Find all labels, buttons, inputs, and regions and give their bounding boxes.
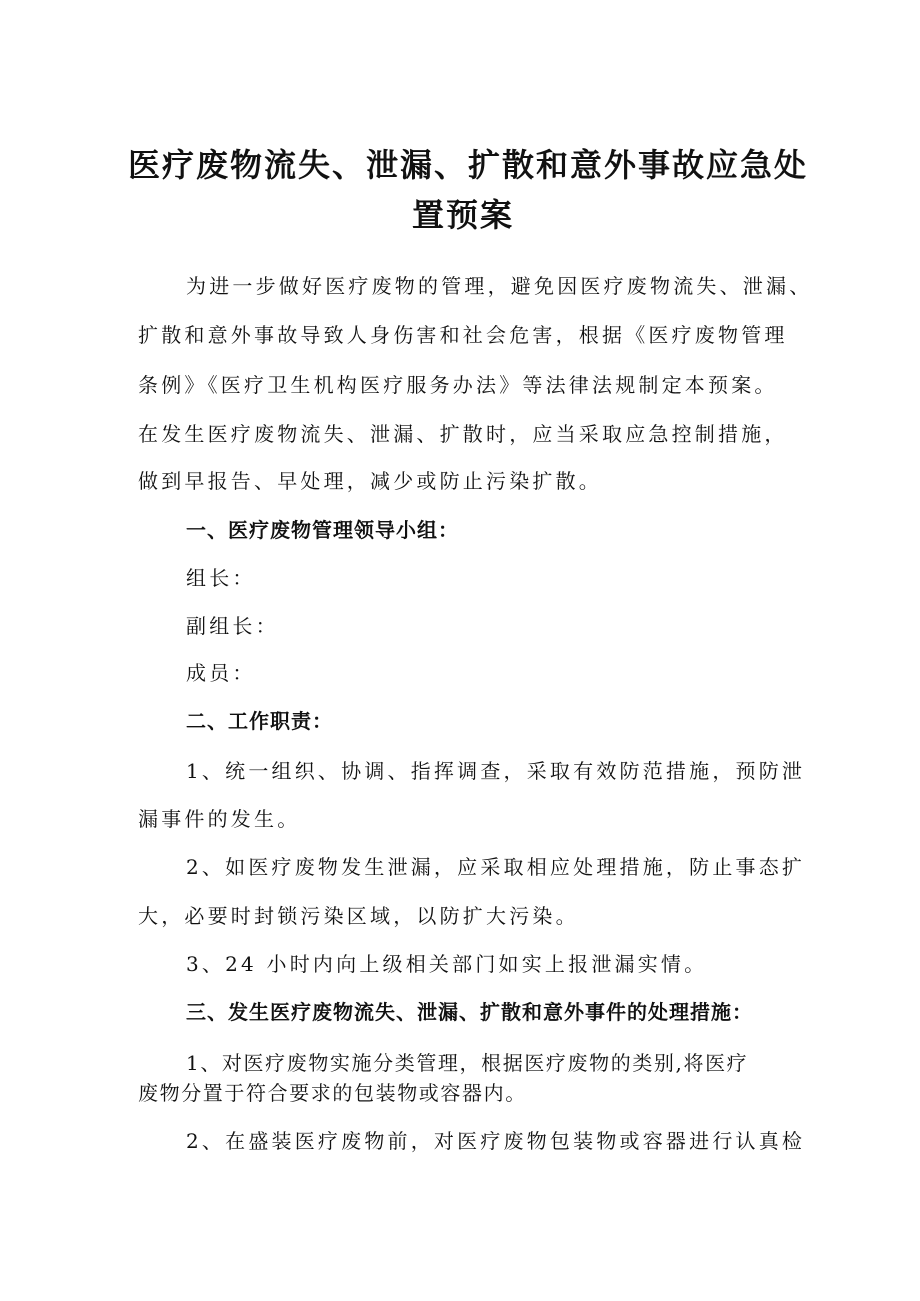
section-3-heading: 三、发生医疗废物流失、泄漏、扩散和意外事件的处理措施：: [186, 1000, 753, 1024]
intro-paragraph-line-2: 扩散和意外事故导致人身伤害和社会危害，根据《医疗废物管理: [138, 323, 788, 347]
deputy-leader-label: 副组长：: [186, 614, 279, 638]
duty-3: 3、24 小时内向上级相关部门如实上报泄漏实情。: [186, 952, 708, 976]
intro-paragraph-line-3: 条例》《医疗卫生机构医疗服务办法》等法律法规制定本预案。: [138, 373, 778, 397]
document-title-line-2: 置预案: [411, 196, 514, 234]
duty-2-line-2: 大，必要时封锁污染区域，以防扩大污染。: [138, 904, 579, 928]
members-label: 成员：: [186, 661, 256, 685]
intro-paragraph-line-4: 在发生医疗废物流失、泄漏、扩散时，应当采取应急控制措施，: [138, 422, 788, 446]
section-2-heading: 二、工作职责：: [186, 709, 333, 733]
intro-paragraph-line-1: 为进一步做好医疗废物的管理，避免因医疗废物流失、泄漏、: [186, 274, 813, 298]
document-title-line-1: 医疗废物流失、泄漏、扩散和意外事故应急处: [128, 146, 809, 184]
section-1-heading: 一、医疗废物管理领导小组：: [186, 518, 459, 542]
duty-1-line-1: 1、统一组织、协调、指挥调查，采取有效防范措施，预防泄: [186, 759, 806, 783]
measure-2-line-1: 2、在盛装医疗废物前，对医疗废物包装物或容器进行认真检: [186, 1129, 806, 1153]
duty-2-line-1: 2、如医疗废物发生泄漏，应采取相应处理措施，防止事态扩: [186, 855, 806, 879]
leader-label: 组长：: [186, 566, 256, 590]
measure-1-line-1: 1、对医疗废物实施分类管理，根据医疗废物的类别,将医疗: [186, 1051, 749, 1075]
measure-1-line-2: 废物分置于符合要求的包装物或容器内。: [138, 1081, 527, 1105]
duty-1-line-2: 漏事件的发生。: [138, 807, 301, 831]
intro-paragraph-line-5: 做到早报告、早处理，减少或防止污染扩散。: [138, 469, 602, 493]
